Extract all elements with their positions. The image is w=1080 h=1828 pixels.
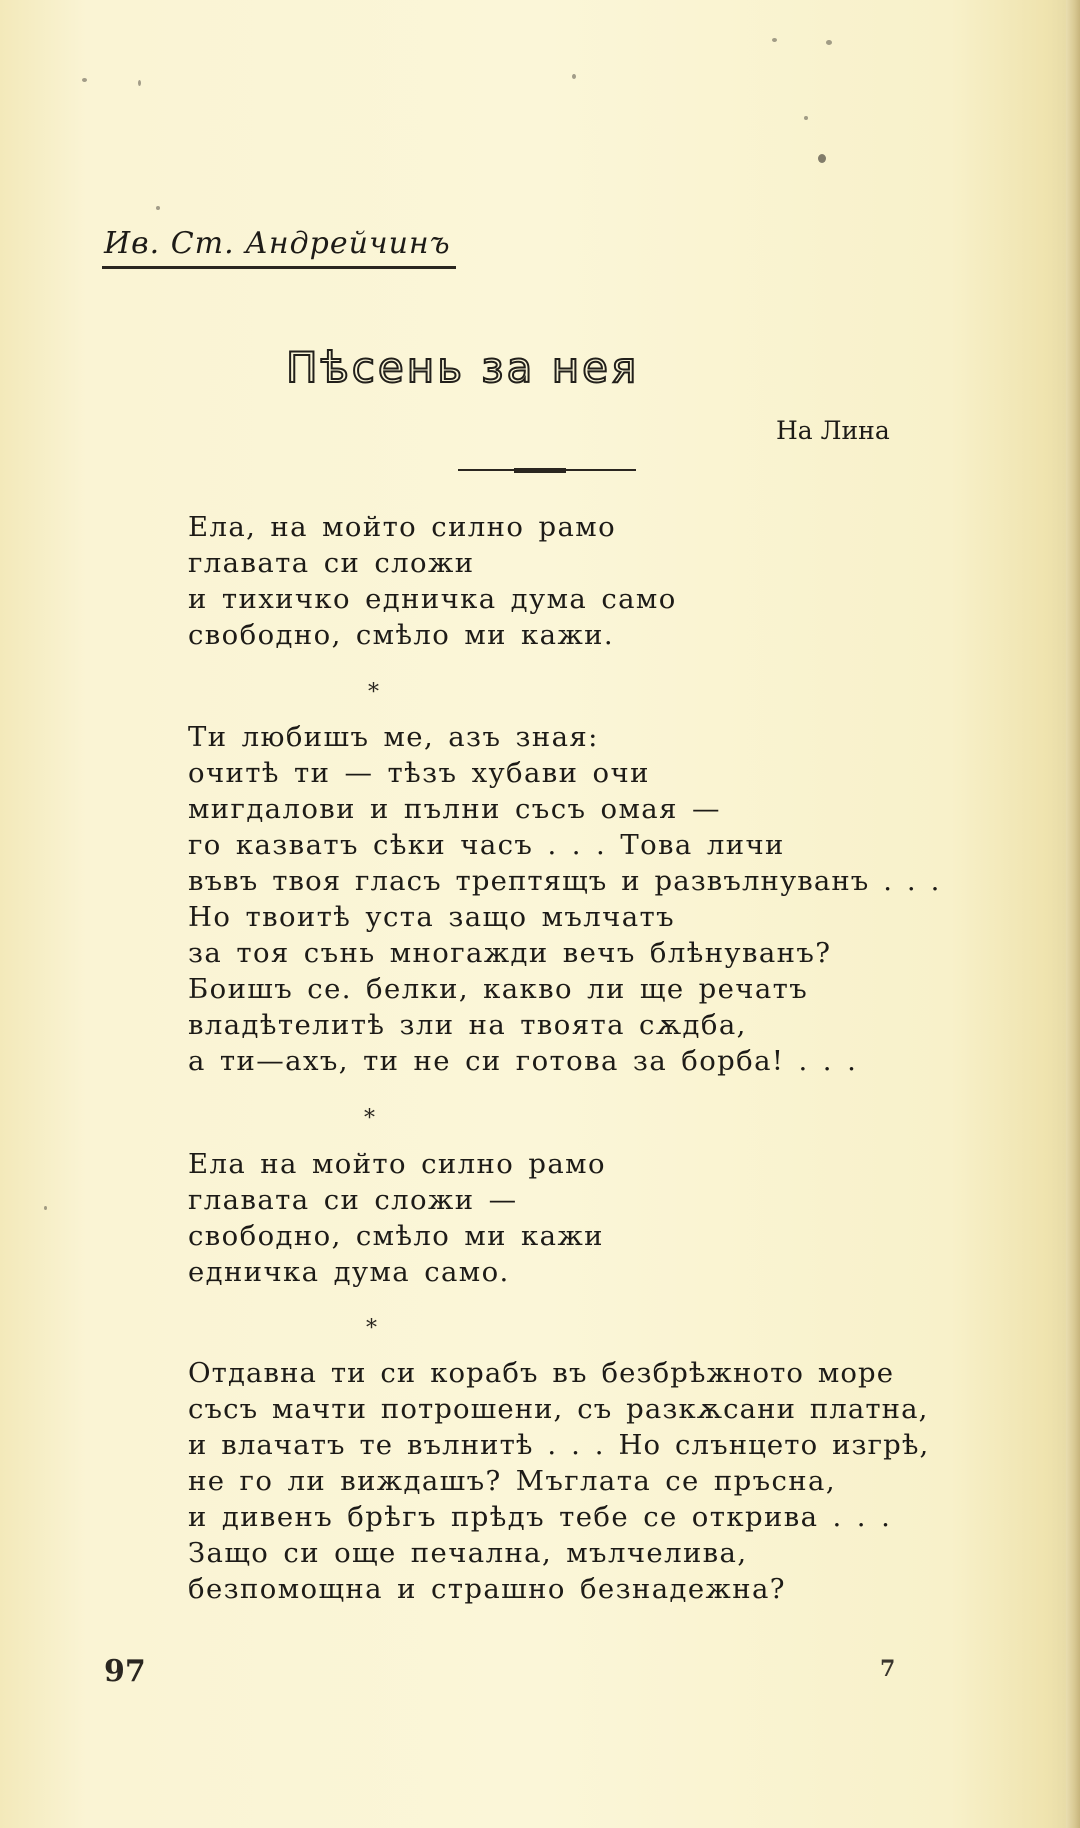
poem-title: Пѣсень за нея (286, 343, 640, 392)
poem-line: и влачатъ те вълнитѣ . . . Но слънцето изгрѣ, (188, 1429, 930, 1461)
poem-line: Отдавна ти си корабъ въ безбрѣжното море (188, 1357, 895, 1389)
poem-line: Защо си още печална, мълчелива, (188, 1537, 748, 1569)
stanza-separator: * (366, 1316, 377, 1341)
poem-line: въвъ твоя гласъ трептящъ и развълнуванъ . . . (188, 865, 941, 897)
signature-mark: 7 (880, 1656, 896, 1682)
poem-line: очитѣ ти — тѣзъ хубави очи (188, 757, 650, 789)
poem-line: мигдалови и пълни съсъ омая — (188, 793, 721, 825)
poem-line: главата си сложи (188, 547, 475, 579)
poem-line: безпомощна и страшно безнадежна? (188, 1573, 786, 1605)
poem-line: свободно, смѣло ми кажи. (188, 619, 615, 651)
author-name: Ив. Ст. Андрейчинъ (104, 226, 451, 261)
poem-line: Ела на мойто силно рамо (188, 1148, 606, 1180)
dedication: На Лина (776, 416, 890, 445)
poem-line: и тихичко едничка дума само (188, 583, 677, 615)
poem-line: съсъ мачти потрошени, съ разкѫсани платна, (188, 1393, 929, 1425)
poem-line: а ти—ахъ, ти не си готова за борба! . . . (188, 1045, 858, 1077)
poem-line: Ела, на мойто силно рамо (188, 511, 617, 543)
poem-line: едничка дума само. (188, 1256, 510, 1288)
poem-line: свободно, смѣло ми кажи (188, 1220, 604, 1252)
poem-line: го казватъ сѣки часъ . . . Това личи (188, 829, 785, 861)
poem-line: Боишъ се. белки, какво ли ще речатъ (188, 973, 809, 1005)
poem-line: Но твоитѣ уста защо мълчатъ (188, 901, 676, 933)
poem-line: за тоя сънь многажди вечъ блѣнуванъ? (188, 937, 832, 969)
poem-line: владѣтелитѣ зли на твоята сѫдба, (188, 1009, 747, 1041)
stanza-separator: * (368, 680, 379, 705)
page-number: 97 (104, 1654, 146, 1689)
poem-line: Ти любишъ ме, азъ зная: (188, 721, 599, 753)
stanza-separator: * (364, 1106, 375, 1131)
poem-line: и дивенъ брѣгъ прѣдъ тебе се открива . . . (188, 1501, 892, 1533)
poem-line: главата си сложи — (188, 1184, 518, 1216)
poem-line: не го ли виждашъ? Мъглата се пръсна, (188, 1465, 836, 1497)
